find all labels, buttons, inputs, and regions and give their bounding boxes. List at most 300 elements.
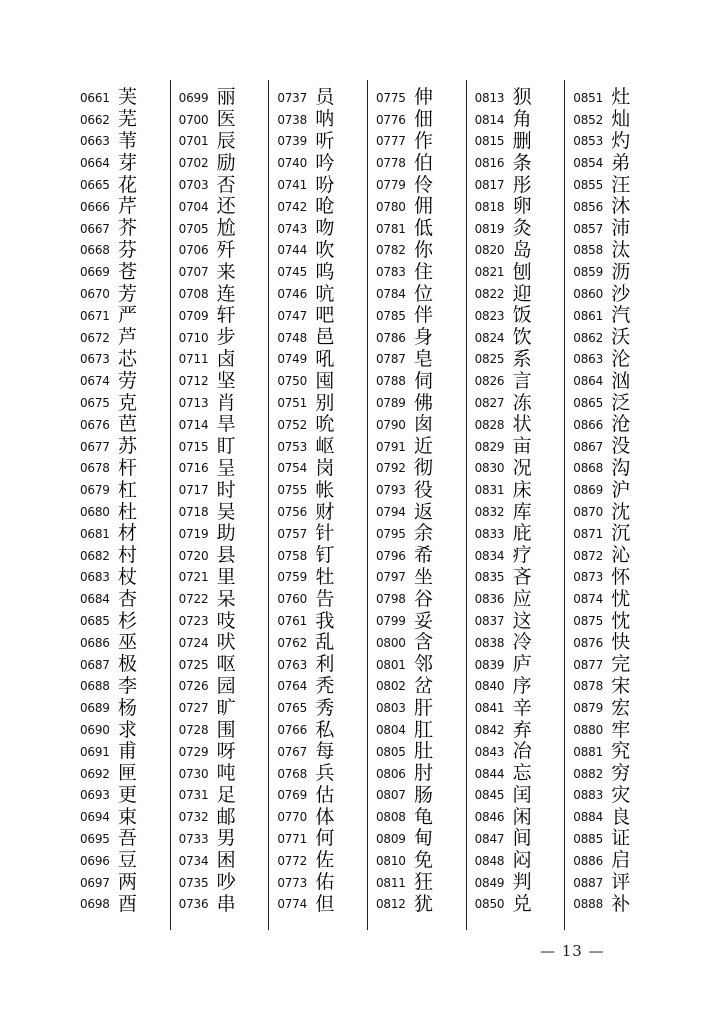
character-code: 0708 [178,287,209,302]
character-glyph: 忧 [611,587,631,610]
table-row [277,501,367,523]
table-row [376,152,466,174]
character-code: 0666 [80,199,110,214]
character-glyph: 呛 [315,195,335,218]
table-row [80,850,170,872]
table-row [80,654,170,676]
character-glyph: 秀 [315,696,335,719]
character-code: 0768 [277,766,308,781]
character-glyph: 迎 [512,282,532,305]
table-row [277,588,367,610]
character-glyph: 囱 [413,413,433,436]
character-code: 0778 [375,156,406,171]
character-glyph: 杏 [118,587,138,610]
character-code: 0855 [573,178,604,193]
character-glyph: 尬 [216,217,236,240]
table-row [80,763,170,785]
character-code: 0883 [573,788,604,803]
character-code: 0675 [80,396,110,411]
table-row [179,174,269,196]
table-row [573,458,664,480]
table-row [80,458,170,480]
table-row [376,283,466,305]
table-row [376,501,466,523]
character-glyph: 宏 [611,696,631,719]
character-code: 0850 [474,897,505,912]
character-glyph: 卤 [216,347,236,370]
character-glyph: 沙 [611,282,631,305]
character-code: 0753 [277,439,308,454]
page-number: — 13 — [540,942,605,960]
character-glyph: 沉 [611,522,631,545]
character-code: 0742 [277,199,308,214]
table-row [573,109,664,131]
character-code: 0863 [573,352,604,367]
character-code: 0795 [375,526,406,541]
character-glyph: 别 [315,391,335,414]
character-code: 0819 [474,221,505,236]
table-row [573,327,664,349]
character-code: 0844 [474,766,505,781]
character-code: 0834 [474,548,505,563]
character-code: 0858 [573,243,604,258]
table-row [277,261,367,283]
table-row [573,828,664,850]
character-code: 0798 [375,592,406,607]
table-row [573,806,664,828]
character-code: 0712 [178,374,209,389]
character-glyph: 龟 [413,805,433,828]
character-glyph: 辛 [512,696,532,719]
character-glyph: 吾 [118,827,138,850]
character-code: 0859 [573,265,604,280]
table-row [573,261,664,283]
character-code: 0804 [375,723,406,737]
character-glyph: 吮 [315,413,335,436]
character-glyph: 彻 [413,456,433,479]
character-code: 0857 [573,221,604,236]
character-glyph: 作 [413,129,433,152]
table-row [80,152,170,174]
character-code: 0684 [80,592,110,607]
character-code: 0746 [277,287,308,302]
character-code: 0702 [178,156,209,171]
character-code: 0687 [80,657,110,672]
character-code: 0723 [178,614,209,629]
table-row [179,741,269,763]
character-code: 0837 [474,614,505,629]
character-glyph: 囤 [315,369,335,392]
character-glyph: 秃 [315,674,335,697]
character-code: 0719 [178,526,209,541]
character-code: 0747 [277,308,308,323]
character-glyph: 丽 [216,86,236,109]
table-row [376,327,466,349]
character-glyph: 冶 [512,740,532,763]
character-code: 0698 [80,897,110,912]
character-glyph: 杉 [118,609,138,632]
table-row [475,196,565,218]
character-glyph: 灾 [611,783,631,806]
character-glyph: 芽 [118,151,138,174]
table-row [179,632,269,654]
table-row [80,828,170,850]
character-code: 0818 [474,199,505,214]
table-row [277,218,367,240]
character-glyph: 芥 [118,217,138,240]
table-row [376,893,466,915]
character-code: 0737 [277,90,308,105]
character-code: 0761 [277,614,308,629]
table-row [277,632,367,654]
table-row [475,654,565,676]
table-row [573,196,664,218]
table-row [277,196,367,218]
table-row [179,305,269,327]
table-row [573,697,664,719]
character-glyph: 旱 [216,413,236,436]
character-code: 0732 [178,810,209,825]
table-row [277,436,367,458]
character-glyph: 束 [118,805,138,828]
character-code: 0812 [375,897,406,912]
table-row [475,131,565,153]
character-glyph: 杜 [118,500,138,523]
table-row [573,763,664,785]
character-glyph: 伴 [413,304,433,327]
character-code: 0697 [80,875,110,890]
character-code: 0802 [375,679,406,694]
character-code: 0794 [375,505,406,520]
character-glyph: 围 [216,718,236,741]
character-glyph: 返 [413,500,433,523]
character-code: 0759 [277,570,308,585]
table-row [179,87,269,109]
character-code: 0740 [277,156,308,171]
table-row [179,218,269,240]
character-code: 0766 [277,723,308,737]
character-code: 0728 [178,723,209,737]
table-row [573,850,664,872]
character-glyph: 坐 [413,565,433,588]
table-row [475,458,565,480]
character-glyph: 忱 [611,609,631,632]
character-code: 0873 [573,570,604,585]
table-row [80,872,170,894]
character-glyph: 希 [413,544,433,567]
character-code: 0730 [178,766,209,781]
character-glyph: 芙 [118,86,138,109]
character-code: 0866 [573,417,604,432]
character-code: 0663 [80,134,110,149]
table-row [179,196,269,218]
character-glyph: 体 [315,805,335,828]
character-glyph: 花 [118,173,138,196]
character-glyph: 这 [512,609,532,632]
character-glyph: 佣 [413,195,433,218]
character-glyph: 里 [216,565,236,588]
character-code: 0876 [573,635,604,650]
character-code: 0842 [474,723,505,737]
character-code: 0673 [80,352,110,367]
character-glyph: 乱 [315,631,335,654]
table-row [376,654,466,676]
character-code: 0729 [178,744,209,759]
character-glyph: 沟 [611,456,631,479]
table-row [573,719,664,741]
character-glyph: 杖 [118,565,138,588]
character-code: 0674 [80,374,110,389]
table-row [277,850,367,872]
table-row [277,785,367,807]
table-row [376,567,466,589]
table-row [475,785,565,807]
character-glyph: 呈 [216,456,236,479]
table-row [179,479,269,501]
table-row [277,872,367,894]
character-code: 0685 [80,614,110,629]
character-glyph: 伺 [413,369,433,392]
character-code: 0694 [80,810,110,825]
table-row [179,261,269,283]
character-code: 0750 [277,374,308,389]
table-row [277,327,367,349]
character-glyph: 妥 [413,609,433,632]
table-row [277,697,367,719]
character-glyph: 吭 [315,282,335,305]
character-glyph: 求 [118,718,138,741]
table-row [376,741,466,763]
table-row [179,349,269,371]
character-code: 0762 [277,635,308,650]
table-row [80,87,170,109]
character-glyph: 吩 [315,173,335,196]
table-row [573,741,664,763]
table-row [179,806,269,828]
character-code: 0672 [80,330,110,345]
table-row [573,523,664,545]
table-row [80,632,170,654]
table-row [179,370,269,392]
table-row [376,828,466,850]
character-glyph: 克 [118,391,138,414]
character-glyph: 坚 [216,369,236,392]
character-code: 0811 [375,875,406,890]
table-row [475,763,565,785]
character-code: 0690 [80,723,110,737]
character-glyph: 岛 [512,238,532,261]
character-code: 0704 [178,199,209,214]
table-row [80,523,170,545]
table-row [475,479,565,501]
character-code: 0810 [375,853,406,868]
character-code: 0872 [573,548,604,563]
character-glyph: 肖 [216,391,236,414]
table-row [376,261,466,283]
table-row [80,109,170,131]
character-code: 0791 [375,439,406,454]
character-code: 0691 [80,744,110,759]
table-row [376,872,466,894]
character-code: 0715 [178,439,209,454]
table-row [277,545,367,567]
character-code: 0856 [573,199,604,214]
table-row [573,545,664,567]
table-row [573,283,664,305]
character-code: 0703 [178,178,209,193]
character-glyph: 肝 [413,696,433,719]
table-row [475,370,565,392]
character-code: 0695 [80,831,110,846]
table-row [277,893,367,915]
character-glyph: 呕 [216,653,236,676]
table-row [475,893,565,915]
character-code: 0772 [277,853,308,868]
character-glyph: 我 [315,609,335,632]
character-glyph: 芹 [118,195,138,218]
character-glyph: 肛 [413,718,433,741]
table-row [376,523,466,545]
character-code: 0767 [277,744,308,759]
table-row [80,719,170,741]
character-code: 0682 [80,548,110,563]
character-code: 0735 [178,875,209,890]
character-glyph: 呆 [216,587,236,610]
character-glyph: 系 [512,347,532,370]
character-glyph: 钉 [315,544,335,567]
character-glyph: 呀 [216,740,236,763]
character-code: 0829 [474,439,505,454]
character-code: 0711 [178,352,209,367]
character-code: 0696 [80,853,110,868]
character-code: 0827 [474,396,505,411]
character-code: 0884 [573,810,604,825]
character-code: 0771 [277,831,308,846]
character-glyph: 估 [315,783,335,806]
table-row [376,240,466,262]
character-code: 0881 [573,744,604,759]
table-row [179,109,269,131]
table-row [573,436,664,458]
character-code: 0836 [474,592,505,607]
character-code: 0788 [375,374,406,389]
character-code: 0867 [573,439,604,454]
character-code: 0847 [474,831,505,846]
character-code: 0824 [474,330,505,345]
table-row [376,196,466,218]
character-code: 0775 [375,90,406,105]
character-code: 0669 [80,265,110,280]
character-glyph: 甫 [118,740,138,763]
table-row [475,174,565,196]
character-glyph: 邮 [216,805,236,828]
character-code: 0679 [80,483,110,498]
table-row [376,697,466,719]
table-row [475,305,565,327]
character-code: 0726 [178,679,209,694]
table-row [475,741,565,763]
table-row [277,349,367,371]
character-glyph: 豆 [118,849,138,872]
table-row [277,806,367,828]
table-row [277,828,367,850]
table-row [277,676,367,698]
table-row [179,414,269,436]
character-code: 0699 [178,90,209,105]
character-glyph: 匣 [118,762,138,785]
character-glyph: 闷 [512,849,532,872]
character-code: 0845 [474,788,505,803]
table-row [376,218,466,240]
character-glyph: 杨 [118,696,138,719]
character-glyph: 旷 [216,696,236,719]
table-row [277,131,367,153]
character-table [72,80,664,930]
table-row [573,370,664,392]
table-row [179,152,269,174]
table-row [179,458,269,480]
character-code: 0882 [573,766,604,781]
character-glyph: 肘 [413,762,433,785]
table-row [376,785,466,807]
character-code: 0716 [178,461,209,476]
character-code: 0854 [573,156,604,171]
character-glyph: 饮 [512,326,532,349]
character-code: 0713 [178,396,209,411]
table-row [573,676,664,698]
character-glyph: 邑 [315,326,335,349]
character-glyph: 岗 [315,456,335,479]
character-glyph: 材 [118,522,138,545]
character-glyph: 沦 [611,347,631,370]
character-glyph: 低 [413,217,433,240]
table-row [573,240,664,262]
table-row [475,523,565,545]
character-code: 0860 [573,287,604,302]
table-row [573,392,664,414]
character-glyph: 灸 [512,217,532,240]
character-glyph: 判 [512,871,532,894]
table-row [277,370,367,392]
table-column [171,80,270,930]
table-row [277,240,367,262]
character-glyph: 良 [611,805,631,828]
table-row [277,283,367,305]
table-row [475,610,565,632]
character-code: 0779 [375,178,406,193]
character-code: 0843 [474,744,505,759]
table-row [277,741,367,763]
character-glyph: 究 [611,740,631,763]
character-code: 0875 [573,614,604,629]
character-glyph: 县 [216,544,236,567]
character-code: 0782 [375,243,406,258]
character-glyph: 来 [216,260,236,283]
table-row [376,763,466,785]
character-code: 0764 [277,679,308,694]
table-row [475,588,565,610]
character-glyph: 疗 [512,544,532,567]
character-glyph: 忘 [512,762,532,785]
character-code: 0661 [80,90,110,105]
character-glyph: 盯 [216,435,236,458]
character-code: 0769 [277,788,308,803]
character-code: 0773 [277,875,308,890]
table-row [475,109,565,131]
character-glyph: 庇 [512,522,532,545]
character-code: 0744 [277,243,308,258]
table-row [573,218,664,240]
